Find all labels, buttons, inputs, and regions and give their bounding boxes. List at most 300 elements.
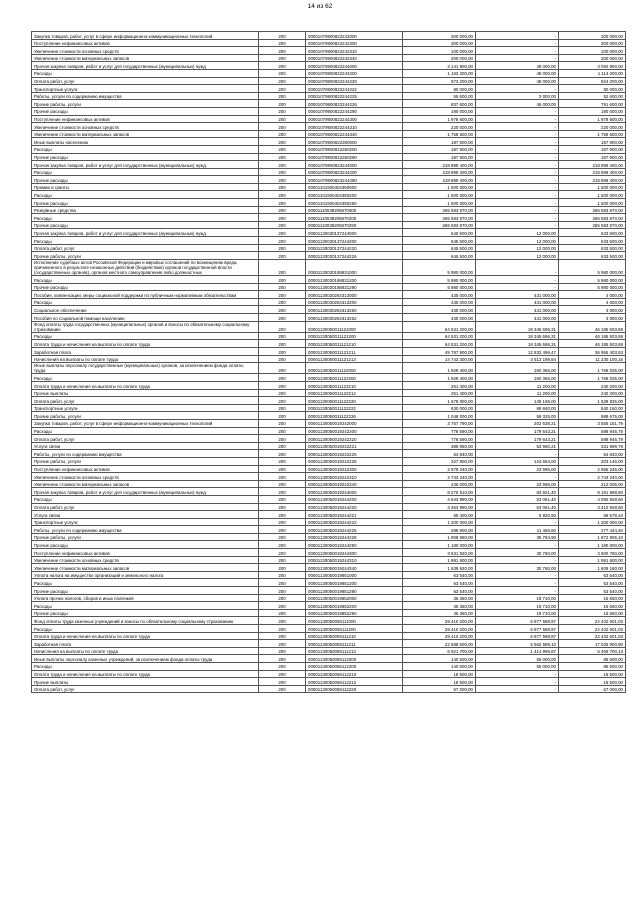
budget-classification-cell: 00001130050019242221 [306, 442, 403, 450]
unexecuted-amount-cell: 36 955 403,53 [559, 348, 626, 356]
row-code-cell: 200 [259, 92, 306, 100]
row-name-cell: Фонд оплаты труда государственных (муниципальных) органов и взносы по обязательному социальному страхованию [32, 321, 259, 332]
row-code-cell: 200 [259, 191, 306, 199]
row-code-cell: 200 [259, 221, 306, 229]
budget-classification-cell: 00001130050019851290 [306, 587, 403, 595]
row-name-cell: Расходы [32, 495, 259, 503]
budget-classification-cell: 00001130050019244340 [306, 564, 403, 572]
executed-amount-cell: - [476, 473, 559, 481]
row-code-cell: 200 [259, 237, 306, 245]
budget-classification-cell: 00001079900822360200 [306, 145, 403, 153]
row-code-cell: 200 [259, 450, 306, 458]
budget-classification-cell: 00001130030264313260 [306, 306, 403, 314]
approved-amount-cell: 18 500,00 [403, 678, 476, 686]
row-name-cell: Расходы [32, 427, 259, 435]
row-code-cell: 200 [259, 442, 306, 450]
row-code-cell: 200 [259, 123, 306, 131]
unexecuted-amount-cell: 46 185 503,69 [559, 321, 626, 332]
approved-amount-cell: 1 500 000,00 [403, 199, 476, 207]
approved-amount-cell: 435 000,00 [403, 314, 476, 322]
executed-amount-cell: 18 345 696,31 [476, 321, 559, 332]
table-row [32, 374, 626, 382]
row-code-cell: 200 [259, 321, 306, 332]
executed-amount-cell: 179 643,21 [476, 427, 559, 435]
table-row [32, 221, 626, 229]
unexecuted-amount-cell: 187 900,00 [559, 145, 626, 153]
budget-classification-cell: 00001130050011122000 [306, 363, 403, 374]
row-name-cell: Прочие расходы [32, 153, 259, 161]
table-row [32, 214, 626, 222]
row-code-cell: 200 [259, 495, 306, 503]
row-code-cell: 200 [259, 594, 306, 602]
row-code-cell: 200 [259, 412, 306, 420]
row-code-cell: 200 [259, 488, 306, 496]
approved-amount-cell: 218 899 400,00 [403, 168, 476, 176]
row-code-cell: 200 [259, 206, 306, 214]
table-row [32, 276, 626, 284]
table-row [32, 206, 626, 214]
budget-classification-cell: 00001130030137244226 [306, 252, 403, 260]
row-code-cell: 200 [259, 214, 306, 222]
budget-classification-cell: 00001101500404350290 [306, 199, 403, 207]
table-row [32, 533, 626, 541]
budget-classification-cell: 00001130050019242200 [306, 427, 403, 435]
table-row [32, 54, 626, 62]
row-code-cell: 200 [259, 183, 306, 191]
executed-amount-cell: - [476, 571, 559, 579]
unexecuted-amount-cell: 67 000,00 [559, 685, 626, 693]
approved-amount-cell: 778 590,00 [403, 435, 476, 443]
unexecuted-amount-cell: 18 500,00 [559, 670, 626, 678]
table-row [32, 32, 626, 40]
unexecuted-amount-cell: 63 540,00 [559, 579, 626, 587]
approved-amount-cell: 1 639 920,00 [403, 564, 476, 572]
table-row [32, 348, 626, 356]
table-row [32, 77, 626, 85]
executed-amount-cell: 5 820,90 [476, 511, 559, 519]
row-code-cell: 200 [259, 332, 306, 340]
row-name-cell: Оплата работ, услуг [32, 77, 259, 85]
unexecuted-amount-cell: 218 899 400,00 [559, 176, 626, 184]
executed-amount-cell: 19 710,00 [476, 594, 559, 602]
row-code-cell: 200 [259, 632, 306, 640]
table-row [32, 549, 626, 557]
row-name-cell: Заработная плата [32, 348, 259, 356]
executed-amount-cell: - [476, 214, 559, 222]
budget-classification-cell: 00001079900822244290 [306, 107, 403, 115]
unexecuted-amount-cell: 2 743 240,00 [559, 473, 626, 481]
unexecuted-amount-cell: 63 540,00 [559, 571, 626, 579]
approved-amount-cell: 187 900,00 [403, 138, 476, 146]
row-code-cell: 200 [259, 609, 306, 617]
row-code-cell: 200 [259, 404, 306, 412]
budget-classification-cell: 00001079900823244290 [306, 176, 403, 184]
row-name-cell: Расходы [32, 625, 259, 633]
budget-classification-cell: 00001130030264313000 [306, 291, 403, 299]
table-row [32, 556, 626, 564]
row-code-cell: 200 [259, 314, 306, 322]
budget-classification-cell: 00001130050059112200 [306, 662, 403, 670]
executed-amount-cell: 3 000,00 [476, 92, 559, 100]
approved-amount-cell: 64 531 200,00 [403, 332, 476, 340]
row-code-cell: 200 [259, 564, 306, 572]
table-row [32, 252, 626, 260]
executed-amount-cell: 3 513 199,84 [476, 355, 559, 363]
row-name-cell: Оплата работ, услуг [32, 435, 259, 443]
budget-classification-cell: 00001130050011122200 [306, 374, 403, 382]
row-name-cell: Прочая закупка товаров, работ и услуг для государственных (муниципальных) нужд [32, 62, 259, 70]
unexecuted-amount-cell: 3 092 900,00 [559, 62, 626, 70]
executed-amount-cell: - [476, 221, 559, 229]
executed-amount-cell: 49 000,00 [476, 62, 559, 70]
row-name-cell: Прочие расходы [32, 221, 259, 229]
table-row [32, 244, 626, 252]
unexecuted-amount-cell: 1 500 000,00 [559, 191, 626, 199]
table-row [32, 340, 626, 348]
row-code-cell: 200 [259, 389, 306, 397]
executed-amount-cell: 160 365,00 [476, 363, 559, 374]
executed-amount-cell: 6 977 598,97 [476, 632, 559, 640]
budget-classification-cell: 00001130050019244200 [306, 495, 403, 503]
row-name-cell: Работы, услуги по содержанию имущества [32, 92, 259, 100]
budget-classification-cell: 00001101500404350200 [306, 191, 403, 199]
approved-amount-cell: 67 000,00 [403, 685, 476, 693]
executed-amount-cell: 12 000,00 [476, 252, 559, 260]
approved-amount-cell: 36 360,00 [403, 609, 476, 617]
approved-amount-cell: 80 000,00 [403, 85, 476, 93]
budget-classification-cell: 00001110039205870290 [306, 221, 403, 229]
row-code-cell: 200 [259, 298, 306, 306]
row-name-cell: Прочая закупка товаров, работ и услуг для государственных (муниципальных) нужд [32, 229, 259, 237]
budget-classification-cell: 00001130050011122212 [306, 389, 403, 397]
row-name-cell: Увеличение стоимости материальных запасов [32, 54, 259, 62]
unexecuted-amount-cell: 1 769 035,00 [559, 363, 626, 374]
row-code-cell: 200 [259, 579, 306, 587]
unexecuted-amount-cell: 85 500,00 [559, 662, 626, 670]
executed-amount-cell: 30 760,00 [476, 564, 559, 572]
row-name-cell: Оплата труда и начисления на выплаты по оплате труда [32, 382, 259, 390]
executed-amount-cell: - [476, 130, 559, 138]
row-name-cell: Прочие расходы [32, 176, 259, 184]
unexecuted-amount-cell: 200 000,00 [559, 54, 626, 62]
budget-classification-cell: 00001130050059111210 [306, 632, 403, 640]
row-name-cell: Поступление нефинансовых активов [32, 465, 259, 473]
row-name-cell: Пособия, компенсации, меры социальной поддержки по публичным нормативным обязательствам [32, 291, 259, 299]
table-row [32, 685, 626, 693]
table-row [32, 617, 626, 625]
approved-amount-cell: 645 500,00 [403, 252, 476, 260]
row-code-cell: 200 [259, 480, 306, 488]
row-name-cell: Увеличение стоимости основных средств [32, 123, 259, 131]
table-row [32, 450, 626, 458]
row-code-cell: 200 [259, 556, 306, 564]
executed-amount-cell: 6 977 598,97 [476, 625, 559, 633]
approved-amount-cell: 3 757 790,00 [403, 419, 476, 427]
budget-classification-cell: 00001079900822244340 [306, 130, 403, 138]
table-row [32, 62, 626, 70]
approved-amount-cell: 289 900,00 [403, 526, 476, 534]
table-row [32, 579, 626, 587]
executed-amount-cell: - [476, 107, 559, 115]
approved-amount-cell: 2 979 240,00 [403, 465, 476, 473]
row-code-cell: 200 [259, 526, 306, 534]
row-code-cell: 200 [259, 625, 306, 633]
budget-classification-cell: 00001079900822242000 [306, 32, 403, 40]
unexecuted-amount-cell: 22 432 601,03 [559, 617, 626, 625]
row-code-cell: 200 [259, 503, 306, 511]
table-row [32, 503, 626, 511]
budget-classification-cell: 00001079900822244226 [306, 100, 403, 108]
approved-amount-cell: 1 500 000,00 [403, 183, 476, 191]
row-name-cell: Расходы [32, 374, 259, 382]
row-name-cell: Расходы [32, 298, 259, 306]
table-row [32, 355, 626, 363]
row-name-cell: Поступление нефинансовых активов [32, 115, 259, 123]
table-row [32, 609, 626, 617]
executed-amount-cell: - [476, 206, 559, 214]
unexecuted-amount-cell: 1 991 600,00 [559, 556, 626, 564]
row-name-cell: Расходы [32, 237, 259, 245]
executed-amount-cell: 55 000,00 [476, 655, 559, 663]
row-code-cell: 200 [259, 107, 306, 115]
table-row [32, 404, 626, 412]
approved-amount-cell: 300 000,00 [403, 39, 476, 47]
table-row [32, 640, 626, 648]
row-name-cell: Начисления на выплаты по оплате труда [32, 647, 259, 655]
executed-amount-cell: - [476, 259, 559, 275]
row-code-cell: 200 [259, 69, 306, 77]
approved-amount-cell: 64 840,00 [403, 450, 476, 458]
approved-amount-cell: 2 743 240,00 [403, 473, 476, 481]
executed-amount-cell: 53 061,40 [476, 503, 559, 511]
executed-amount-cell: - [476, 39, 559, 47]
executed-amount-cell: 149 165,00 [476, 397, 559, 405]
row-name-cell: Транспортные услуги [32, 518, 259, 526]
row-code-cell: 200 [259, 533, 306, 541]
executed-amount-cell: 30 760,00 [476, 549, 559, 557]
unexecuted-amount-cell: 218 899 400,00 [559, 161, 626, 169]
row-code-cell: 200 [259, 54, 306, 62]
executed-amount-cell: 124 654,00 [476, 457, 559, 465]
row-code-cell: 200 [259, 549, 306, 557]
row-name-cell: Закупка товаров, работ, услуг в сфере информационно-коммуникационных технологий [32, 32, 259, 40]
table-row [32, 678, 626, 686]
approved-amount-cell: 36 360,00 [403, 594, 476, 602]
page-number: 14 из 62 [307, 3, 333, 10]
unexecuted-amount-cell: 63 540,00 [559, 587, 626, 595]
budget-classification-cell: 00001079900822244000 [306, 62, 403, 70]
approved-amount-cell: 645 500,00 [403, 244, 476, 252]
approved-amount-cell: 187 900,00 [403, 145, 476, 153]
budget-classification-cell: 00001130050019242300 [306, 465, 403, 473]
table-row [32, 488, 626, 496]
approved-amount-cell: 4 643 990,00 [403, 495, 476, 503]
budget-classification-cell: 00001130050019852200 [306, 602, 403, 610]
approved-amount-cell: 1 929 400,00 [403, 363, 476, 374]
executed-amount-cell: - [476, 153, 559, 161]
row-code-cell: 200 [259, 47, 306, 55]
budget-classification-cell: 00001130030188831000 [306, 259, 403, 275]
unexecuted-amount-cell: 17 025 900,90 [559, 640, 626, 648]
table-row [32, 571, 626, 579]
row-code-cell: 200 [259, 138, 306, 146]
unexecuted-amount-cell: 1 978 600,00 [559, 115, 626, 123]
table-row [32, 183, 626, 191]
table-row [32, 397, 626, 405]
approved-amount-cell: 1 929 400,00 [403, 374, 476, 382]
unexecuted-amount-cell: 16 650,00 [559, 594, 626, 602]
executed-amount-cell: - [476, 541, 559, 549]
unexecuted-amount-cell: 240 200,00 [559, 382, 626, 390]
unexecuted-amount-cell: 4 000,00 [559, 298, 626, 306]
executed-amount-cell: - [476, 276, 559, 284]
unexecuted-amount-cell: 1 758 600,00 [559, 130, 626, 138]
row-name-cell: Транспортные услуги [32, 85, 259, 93]
unexecuted-amount-cell: 1 872 905,10 [559, 533, 626, 541]
unexecuted-amount-cell: 59 579,10 [559, 511, 626, 519]
row-code-cell: 200 [259, 602, 306, 610]
row-name-cell: Закупка товаров, работ, услуг в сфере информационно-коммуникационных технологий [32, 419, 259, 427]
unexecuted-amount-cell: 5 406 700,13 [559, 647, 626, 655]
unexecuted-amount-cell: 187 900,00 [559, 138, 626, 146]
row-name-cell: Прочие работы, услуги [32, 252, 259, 260]
unexecuted-amount-cell: 22 432 601,03 [559, 632, 626, 640]
approved-amount-cell: 190 000,00 [403, 107, 476, 115]
unexecuted-amount-cell: 52 600,00 [559, 92, 626, 100]
budget-execution-table [31, 31, 626, 693]
row-name-cell: Расходы [32, 579, 259, 587]
row-name-cell: Прочая закупка товаров, работ и услуг для государственных (муниципальных) нужд [32, 488, 259, 496]
executed-amount-cell: 11 455,60 [476, 526, 559, 534]
unexecuted-amount-cell: 1 200 000,00 [559, 518, 626, 526]
budget-classification-cell: 00001079900822360290 [306, 153, 403, 161]
approved-amount-cell: 5 980 000,00 [403, 259, 476, 275]
row-name-cell: Расходы [32, 69, 259, 77]
table-row [32, 168, 626, 176]
budget-classification-cell: 00001130050059112212 [306, 678, 403, 686]
budget-classification-cell: 00001130050019242310 [306, 473, 403, 481]
table-body [32, 32, 626, 693]
executed-amount-cell: - [476, 54, 559, 62]
row-name-cell: Пособия по социальной помощи населению [32, 314, 259, 322]
executed-amount-cell: 83 821,40 [476, 488, 559, 496]
row-code-cell: 200 [259, 640, 306, 648]
row-name-cell: Иные выплаты персоналу казенных учреждений, за исключением фонда оплаты труда [32, 655, 259, 663]
row-code-cell: 200 [259, 587, 306, 595]
row-code-cell: 200 [259, 647, 306, 655]
row-name-cell: Увеличение стоимости основных средств [32, 47, 259, 55]
row-code-cell: 200 [259, 348, 306, 356]
row-code-cell: 200 [259, 259, 306, 275]
unexecuted-amount-cell: 64 840,00 [559, 450, 626, 458]
table-row [32, 518, 626, 526]
table-row [32, 153, 626, 161]
unexecuted-amount-cell: 4 000,00 [559, 306, 626, 314]
unexecuted-amount-cell: 5 980 000,00 [559, 259, 626, 275]
executed-amount-cell: 59 325,00 [476, 412, 559, 420]
approved-amount-cell: 385 950,00 [403, 442, 476, 450]
row-code-cell: 200 [259, 130, 306, 138]
unexecuted-amount-cell: 300 000,00 [559, 32, 626, 40]
approved-amount-cell: 200 000,00 [403, 54, 476, 62]
row-name-cell: Оплата труда и начисления на выплаты по оплате труда [32, 670, 259, 678]
row-name-cell: Услуги связи [32, 511, 259, 519]
approved-amount-cell: 645 500,00 [403, 229, 476, 237]
row-code-cell: 200 [259, 382, 306, 390]
row-code-cell: 200 [259, 39, 306, 47]
approved-amount-cell: 435 000,00 [403, 306, 476, 314]
unexecuted-amount-cell: 218 899 400,00 [559, 168, 626, 176]
row-code-cell: 200 [259, 473, 306, 481]
row-name-cell: Расходы [32, 214, 259, 222]
table-row [32, 161, 626, 169]
executed-amount-cell: - [476, 191, 559, 199]
executed-amount-cell: 19 710,00 [476, 602, 559, 610]
row-code-cell: 200 [259, 244, 306, 252]
budget-classification-cell: 00001079900822244300 [306, 115, 403, 123]
budget-classification-cell: 00001079900822244310 [306, 123, 403, 131]
budget-classification-cell: 00001079900823244000 [306, 161, 403, 169]
unexecuted-amount-cell: 277 444,40 [559, 526, 626, 534]
table-row [32, 602, 626, 610]
table-row [32, 541, 626, 549]
row-name-cell: Работы, услуги по содержанию имущества [32, 526, 259, 534]
unexecuted-amount-cell: 633 500,00 [559, 244, 626, 252]
budget-classification-cell: 00001130050019851000 [306, 571, 403, 579]
approved-amount-cell: 1 978 600,00 [403, 115, 476, 123]
unexecuted-amount-cell: 3 600 760,00 [559, 549, 626, 557]
table-row [32, 259, 626, 275]
executed-amount-cell: - [476, 176, 559, 184]
executed-amount-cell: - [476, 183, 559, 191]
approved-amount-cell: 327 800,00 [403, 457, 476, 465]
executed-amount-cell: - [476, 685, 559, 693]
table-row [32, 442, 626, 450]
executed-amount-cell: - [476, 161, 559, 169]
row-name-cell: Прочие работы, услуги [32, 100, 259, 108]
approved-amount-cell: 778 590,00 [403, 427, 476, 435]
executed-amount-cell: 431 000,00 [476, 314, 559, 322]
row-code-cell: 200 [259, 62, 306, 70]
unexecuted-amount-cell: 988 675,00 [559, 412, 626, 420]
executed-amount-cell: 53 061,40 [476, 495, 559, 503]
row-name-cell: Прочие работы, услуги [32, 457, 259, 465]
unexecuted-amount-cell: 540 160,00 [559, 404, 626, 412]
table-row [32, 655, 626, 663]
approved-amount-cell: 837 600,00 [403, 100, 476, 108]
executed-amount-cell: - [476, 556, 559, 564]
row-code-cell: 200 [259, 419, 306, 427]
row-code-cell: 200 [259, 168, 306, 176]
budget-classification-cell: 00001130050019244310 [306, 556, 403, 564]
executed-amount-cell: - [476, 138, 559, 146]
unexecuted-amount-cell: 2 955 245,00 [559, 465, 626, 473]
approved-amount-cell: 1 678 000,00 [403, 397, 476, 405]
unexecuted-amount-cell: 1 500 000,00 [559, 199, 626, 207]
executed-amount-cell: 11 200,00 [476, 389, 559, 397]
row-code-cell: 200 [259, 571, 306, 579]
row-code-cell: 200 [259, 145, 306, 153]
budget-classification-cell: 00001130050059112000 [306, 655, 403, 663]
row-code-cell: 200 [259, 678, 306, 686]
approved-amount-cell: 65 400,00 [403, 511, 476, 519]
unexecuted-amount-cell: 187 900,00 [559, 153, 626, 161]
row-name-cell: Увеличение стоимости материальных запасов [32, 564, 259, 572]
unexecuted-amount-cell: 598 946,79 [559, 435, 626, 443]
row-code-cell: 200 [259, 363, 306, 374]
row-name-cell: Расходы [32, 276, 259, 284]
budget-classification-cell: 00001130050019852000 [306, 594, 403, 602]
